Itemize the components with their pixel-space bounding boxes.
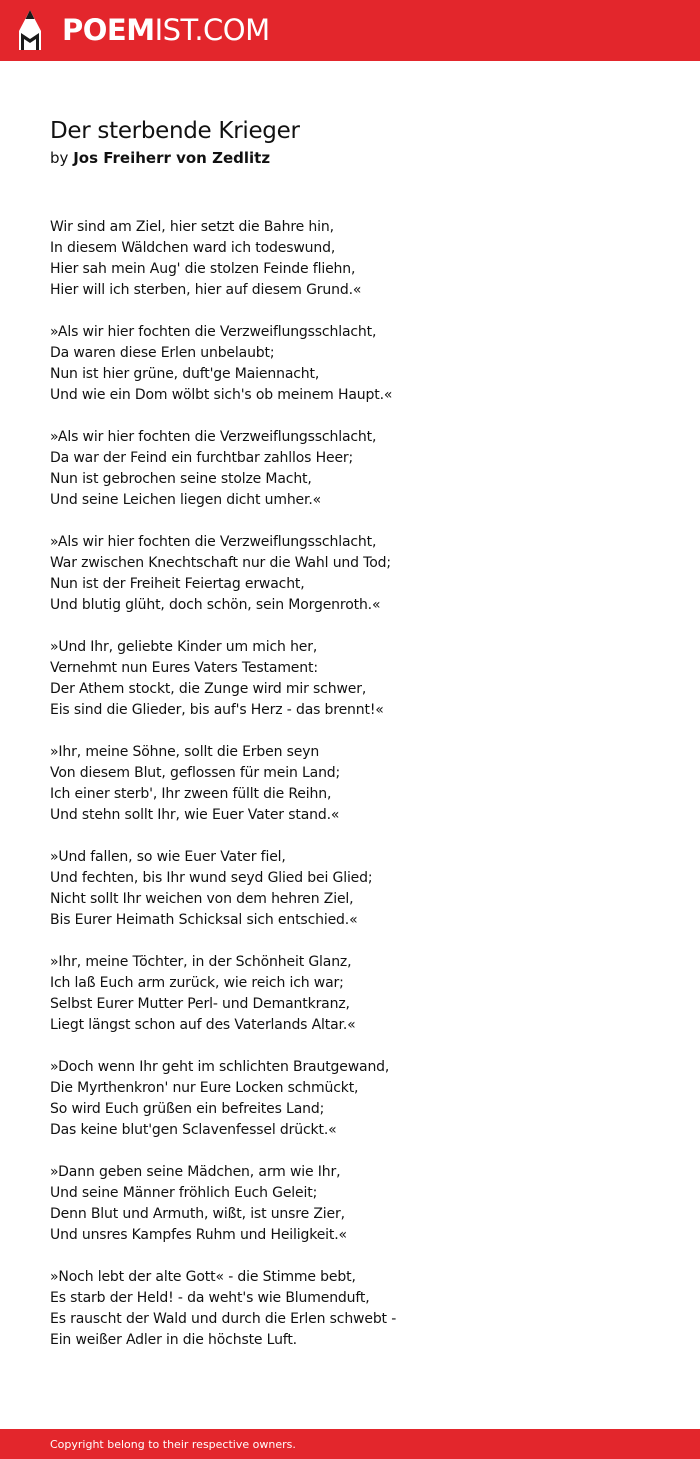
poem-line: Und unsres Kampfes Ruhm und Heiligkeit.« bbox=[50, 1227, 347, 1243]
poem-stanza bbox=[50, 1267, 650, 1351]
poem-stanza bbox=[50, 1057, 650, 1141]
poem-line: »Und fallen, so wie Euer Vater fiel, bbox=[50, 849, 286, 865]
poem-stanza bbox=[50, 532, 650, 616]
footer-copyright: Copyright belong to their respective owners. bbox=[50, 1438, 296, 1451]
site-footer bbox=[0, 1429, 700, 1459]
poem-stanza bbox=[50, 742, 650, 826]
poem-line: Hier sah mein Aug' die stolzen Feinde fliehn, bbox=[50, 261, 356, 277]
poem-line: Und stehn sollt Ihr, wie Euer Vater stand.« bbox=[50, 807, 340, 823]
poem-line: Und seine Männer fröhlich Euch Geleit; bbox=[50, 1185, 318, 1201]
poem-stanza bbox=[50, 322, 650, 406]
poem-line: »Doch wenn Ihr geht im schlichten Brautgewand, bbox=[50, 1059, 390, 1075]
poem-line: Der Athem stockt, die Zunge wird mir schwer, bbox=[50, 681, 367, 697]
poem-line: Hier will ich sterben, hier auf diesem Grund.« bbox=[50, 282, 362, 298]
poem-line: Ich einer sterb', Ihr zween füllt die Reihn, bbox=[50, 786, 332, 802]
poem-line: »Ihr, meine Söhne, sollt die Erben seyn bbox=[50, 744, 320, 760]
poem-line: Bis Eurer Heimath Schicksal sich entschied.« bbox=[50, 912, 358, 928]
poem-line: Das keine blut'gen Sclavenfessel drückt.« bbox=[50, 1122, 337, 1138]
poem-line: Es starb der Held! - da weht's wie Blumenduft, bbox=[50, 1290, 370, 1306]
poem-line: Denn Blut und Armuth, wißt, ist unsre Zier, bbox=[50, 1206, 345, 1222]
poem-title: Der sterbende Krieger bbox=[50, 118, 300, 144]
poem-line: »Und Ihr, geliebte Kinder um mich her, bbox=[50, 639, 318, 655]
poem-line: Ich laß Euch arm zurück, wie reich ich war; bbox=[50, 975, 344, 991]
poem-line: Wir sind am Ziel, hier setzt die Bahre hin, bbox=[50, 219, 334, 235]
poem-line: »Ihr, meine Töchter, in der Schönheit Glanz, bbox=[50, 954, 352, 970]
logo-light-text: IST.COM bbox=[154, 13, 270, 47]
poem-line: Da waren diese Erlen unbelaubt; bbox=[50, 345, 275, 361]
poem-line: »Dann geben seine Mädchen, arm wie Ihr, bbox=[50, 1164, 341, 1180]
poem-line: Nicht sollt Ihr weichen von dem hehren Ziel, bbox=[50, 891, 354, 907]
poem-line: Von diesem Blut, geflossen für mein Land; bbox=[50, 765, 341, 781]
poem-line: Da war der Feind ein furchtbar zahllos Heer; bbox=[50, 450, 354, 466]
poem-line: Es rauscht der Wald und durch die Erlen schwebt - bbox=[50, 1311, 397, 1327]
poem-content bbox=[50, 116, 650, 1372]
poem-line: Liegt längst schon auf des Vaterlands Altar.« bbox=[50, 1017, 356, 1033]
poem-stanza bbox=[50, 637, 650, 721]
poem-stanza bbox=[50, 1162, 650, 1246]
poem-line: Die Myrthenkron' nur Eure Locken schmückt, bbox=[50, 1080, 359, 1096]
site-header bbox=[0, 0, 700, 61]
poem-line: Nun ist gebrochen seine stolze Macht, bbox=[50, 471, 312, 487]
poem-stanza bbox=[50, 952, 650, 1036]
poem-line: Selbst Eurer Mutter Perl- und Demantkranz, bbox=[50, 996, 350, 1012]
poem-author: Jos Freiherr von Zedlitz bbox=[73, 149, 271, 167]
poem-line: »Als wir hier fochten die Verzweiflungsschlacht, bbox=[50, 429, 377, 445]
poem-stanza bbox=[50, 847, 650, 931]
logo-bold-text: POEM bbox=[62, 13, 155, 47]
pencil-tip-icon[interactable] bbox=[17, 9, 43, 52]
poem-line: Ein weißer Adler in die höchste Luft. bbox=[50, 1332, 297, 1348]
poem-line: Nun ist der Freiheit Feiertag erwacht, bbox=[50, 576, 305, 592]
poem-byline bbox=[50, 147, 650, 169]
poem-line: So wird Euch grüßen ein befreites Land; bbox=[50, 1101, 325, 1117]
poem-line: War zwischen Knechtschaft nur die Wahl und Tod; bbox=[50, 555, 391, 571]
poem-line: Und fechten, bis Ihr wund seyd Glied bei Glied; bbox=[50, 870, 373, 886]
poem-line: Vernehmt nun Eures Vaters Testament: bbox=[50, 660, 318, 676]
poem-line: »Noch lebt der alte Gott« - die Stimme bebt, bbox=[50, 1269, 356, 1285]
poem-line: Und blutig glüht, doch schön, sein Morgenroth.« bbox=[50, 597, 381, 613]
poem-stanza bbox=[50, 427, 650, 511]
poem-line: »Als wir hier fochten die Verzweiflungsschlacht, bbox=[50, 534, 377, 550]
poem-stanza bbox=[50, 217, 650, 301]
poem-line: »Als wir hier fochten die Verzweiflungsschlacht, bbox=[50, 324, 377, 340]
poem-line: Nun ist hier grüne, duft'ge Maiennacht, bbox=[50, 366, 320, 382]
poem-line: In diesem Wäldchen ward ich todeswund, bbox=[50, 240, 336, 256]
site-logo[interactable] bbox=[62, 12, 270, 48]
poem-line: Und seine Leichen liegen dicht umher.« bbox=[50, 492, 322, 508]
poem-body bbox=[50, 217, 650, 1351]
poem-line: Und wie ein Dom wölbt sich's ob meinem Haupt.« bbox=[50, 387, 393, 403]
poem-line: Eis sind die Glieder, bis auf's Herz - das brennt!« bbox=[50, 702, 384, 718]
byline-prefix: by bbox=[50, 149, 69, 167]
